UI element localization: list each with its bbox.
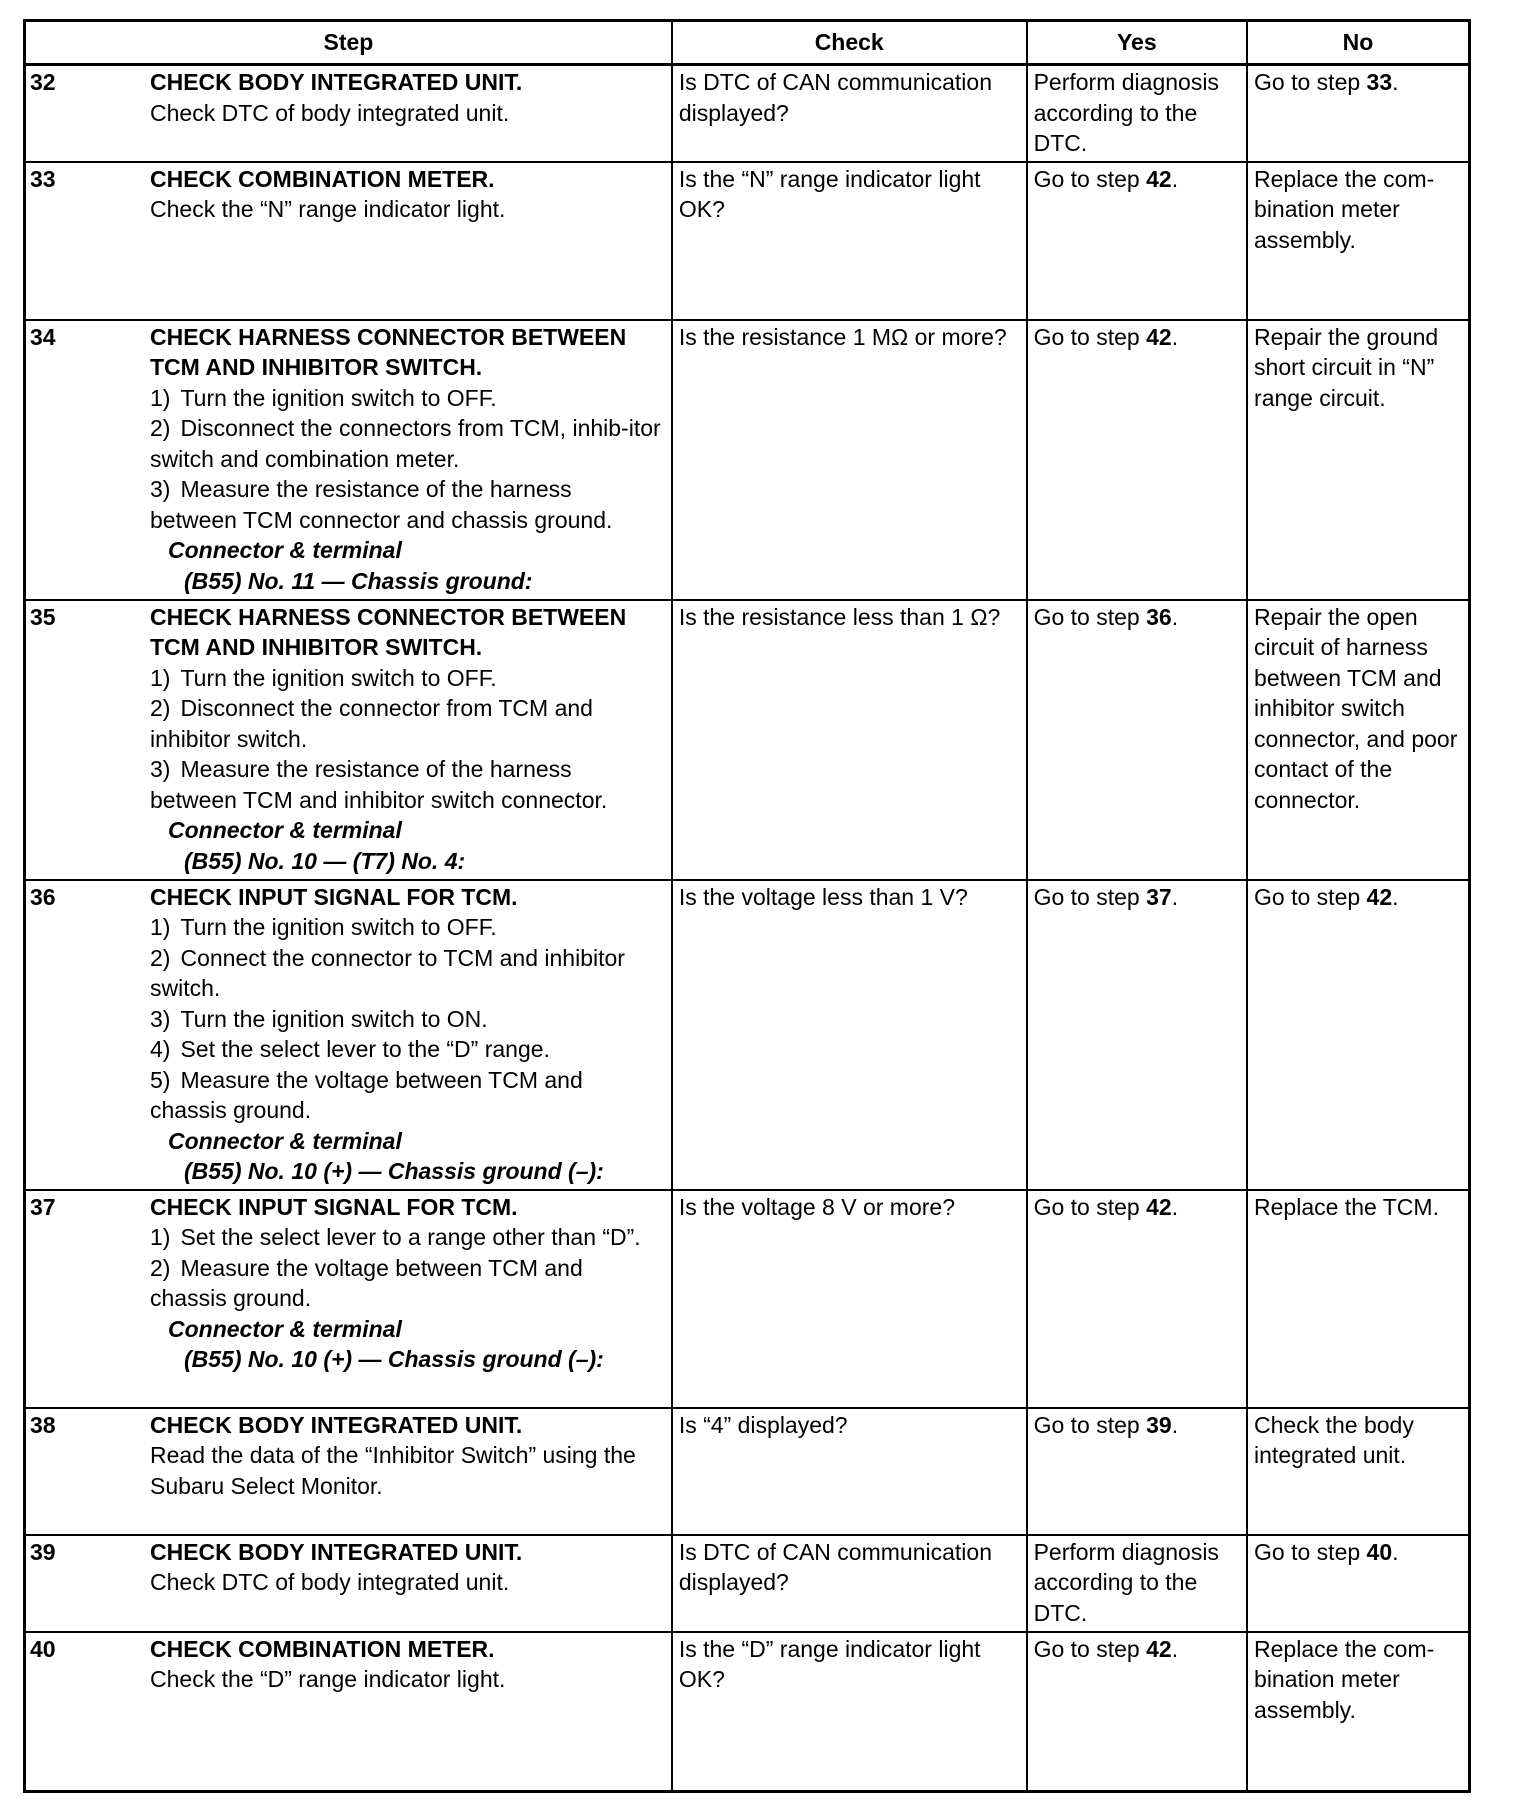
step-description: Check DTC of body integrated unit.: [150, 99, 510, 126]
check-cell: Is the “D” range indicator light OK?: [672, 1632, 1027, 1792]
no-text: Check the body integrated unit.: [1254, 1411, 1414, 1468]
instruction-number: 5): [150, 1066, 171, 1093]
yes-text: Perform diagnosis according to the DTC.: [1033, 1538, 1219, 1626]
step-cell: [25, 1535, 672, 1632]
step-number: 37: [30, 1193, 56, 1220]
step-cell: [25, 162, 672, 320]
yes-suffix: .: [1171, 1411, 1179, 1438]
step-cell: [25, 320, 672, 600]
no-step-ref: 40: [1366, 1538, 1393, 1565]
connector-spec: (B55) No. 11 — Chassis ground:: [184, 567, 533, 594]
header-no: No: [1247, 21, 1469, 65]
step-number: 36: [30, 883, 56, 910]
header-yes: Yes: [1027, 21, 1247, 65]
no-cell: [1247, 880, 1469, 1190]
step-instruction: [150, 1004, 665, 1035]
yes-cell: [1027, 162, 1247, 320]
step-title: CHECK COMBINATION METER.: [150, 165, 495, 192]
connector-label: Connector & terminal: [168, 1127, 402, 1154]
step-description: Read the data of the “Inhibitor Switch” using the Subaru Select Monitor.: [150, 1442, 636, 1499]
yes-text: Go to step: [1033, 1411, 1147, 1438]
step-instruction: [150, 474, 665, 535]
step-instruction: [150, 663, 665, 694]
step-instruction: [150, 1253, 665, 1314]
step-instruction: [150, 943, 665, 1004]
table-row: [25, 1190, 1470, 1408]
no-suffix: .: [1392, 883, 1399, 910]
step-body: [150, 164, 665, 225]
connector-label: Connector & terminal: [168, 817, 402, 843]
table-row: [25, 320, 1470, 600]
yes-step-ref: 39: [1146, 1411, 1172, 1438]
instruction-number: 2): [150, 415, 171, 441]
instruction-number: 1): [150, 914, 171, 940]
step-title: CHECK COMBINATION METER.: [150, 1635, 495, 1662]
yes-suffix: .: [1171, 603, 1179, 630]
no-step-ref: 33: [1366, 69, 1393, 95]
no-text: Go to step: [1254, 1538, 1367, 1565]
no-text: Replace the com-bination meter assembly.: [1254, 1635, 1435, 1723]
step-instruction: [150, 754, 665, 815]
connector-spec: (B55) No. 10 — (T7) No. 4:: [184, 847, 466, 874]
table-row: [25, 1408, 1470, 1535]
step-number: 39: [30, 1538, 56, 1565]
step-body: [150, 1537, 665, 1598]
no-cell: [1247, 1535, 1469, 1632]
step-number: 40: [30, 1635, 56, 1662]
yes-cell: [1027, 65, 1247, 162]
check-cell: Is “4” displayed?: [672, 1408, 1027, 1535]
instruction-text: Measure the voltage between TCM and chassis ground.: [150, 1254, 583, 1311]
yes-suffix: .: [1171, 323, 1179, 350]
no-text: Repair the open circuit of harness between TCM and inhibitor switch connector, and poor contact of the connector.: [1254, 603, 1458, 813]
instruction-text: Turn the ignition switch to OFF.: [180, 914, 497, 940]
instruction-text: Set the select lever to the “D” range.: [180, 1036, 550, 1062]
step-title: CHECK BODY INTEGRATED UNIT.: [150, 1411, 523, 1438]
instruction-text: Measure the resistance of the harness between TCM connector and chassis ground.: [150, 476, 613, 533]
yes-cell: [1027, 1632, 1247, 1792]
step-body: [150, 602, 665, 877]
step-number: 33: [30, 165, 56, 192]
instruction-text: Turn the ignition switch to OFF.: [180, 384, 497, 411]
instruction-number: 1): [150, 664, 171, 691]
yes-step-ref: 42: [1146, 1635, 1172, 1662]
yes-step-ref: 36: [1146, 603, 1172, 630]
no-text: Replace the com-bination meter assembly.: [1254, 165, 1435, 253]
yes-text: Go to step: [1033, 883, 1147, 910]
table-row: [25, 162, 1470, 320]
step-title: CHECK INPUT SIGNAL FOR TCM.: [150, 1193, 518, 1220]
no-cell: [1247, 1408, 1469, 1535]
yes-cell: [1027, 320, 1247, 600]
yes-text: Go to step: [1033, 165, 1147, 192]
yes-suffix: .: [1171, 883, 1179, 910]
yes-step-ref: 42: [1146, 165, 1172, 192]
check-cell: Is the resistance 1 MΩ or more?: [672, 320, 1027, 600]
yes-suffix: .: [1171, 1193, 1179, 1220]
step-instruction: [150, 1222, 665, 1253]
step-description: Check the “D” range indicator light.: [150, 1666, 506, 1692]
check-cell: Is DTC of CAN communication displayed?: [672, 65, 1027, 162]
step-instruction: [150, 1065, 665, 1126]
instruction-text: Turn the ignition switch to ON.: [180, 1005, 488, 1032]
step-body: [150, 322, 665, 597]
step-cell: [25, 1632, 672, 1792]
instruction-number: 2): [150, 695, 171, 721]
step-title: CHECK HARNESS CONNECTOR BETWEEN TCM AND INHIBITOR SWITCH.: [150, 323, 627, 380]
yes-text: Perform diagnosis according to the DTC.: [1033, 69, 1219, 156]
step-title: CHECK BODY INTEGRATED UNIT.: [150, 1538, 523, 1565]
no-cell: [1247, 1190, 1469, 1408]
table-row: [25, 65, 1470, 162]
yes-step-ref: 37: [1146, 883, 1172, 910]
instruction-text: Turn the ignition switch to OFF.: [180, 664, 497, 691]
check-cell: Is DTC of CAN communication displayed?: [672, 1535, 1027, 1632]
step-instruction: [150, 1034, 665, 1065]
instruction-text: Measure the resistance of the harness between TCM and inhibitor switch connector.: [150, 756, 608, 813]
step-instruction: [150, 912, 665, 943]
no-suffix: .: [1392, 69, 1399, 95]
step-cell: [25, 600, 672, 880]
no-text: Go to step: [1254, 883, 1367, 910]
step-title: CHECK INPUT SIGNAL FOR TCM.: [150, 883, 518, 910]
step-title: CHECK BODY INTEGRATED UNIT.: [150, 69, 523, 95]
step-number: 34: [30, 323, 56, 350]
step-instruction: [150, 383, 665, 414]
yes-suffix: .: [1171, 165, 1179, 192]
yes-cell: [1027, 1535, 1247, 1632]
header-check: Check: [672, 21, 1027, 65]
connector-label: Connector & terminal: [168, 1315, 402, 1342]
step-body: [150, 1410, 665, 1502]
no-text: Replace the TCM.: [1254, 1193, 1439, 1220]
no-cell: [1247, 1632, 1469, 1792]
instruction-text: Connect the connector to TCM and inhibitor switch.: [150, 944, 625, 1001]
instruction-text: Measure the voltage between TCM and chassis ground.: [150, 1066, 583, 1123]
step-body: [150, 67, 665, 128]
instruction-number: 4): [150, 1036, 171, 1062]
instruction-number: 1): [150, 1224, 171, 1250]
yes-text: Go to step: [1033, 603, 1147, 630]
step-cell: [25, 1190, 672, 1408]
step-title: CHECK HARNESS CONNECTOR BETWEEN TCM AND INHIBITOR SWITCH.: [150, 603, 627, 660]
yes-step-ref: 42: [1146, 1193, 1172, 1220]
step-number: 32: [30, 69, 56, 95]
connector-spec: (B55) No. 10 (+) — Chassis ground (–):: [184, 1346, 604, 1372]
instruction-text: Set the select lever to a range other than “D”.: [180, 1224, 641, 1250]
yes-step-ref: 42: [1146, 323, 1172, 350]
check-cell: Is the voltage 8 V or more?: [672, 1190, 1027, 1408]
instruction-text: Disconnect the connectors from TCM, inhib-itor switch and combination meter.: [150, 415, 661, 472]
yes-text: Go to step: [1033, 1193, 1147, 1220]
connector-label: Connector & terminal: [168, 537, 402, 563]
no-text: Go to step: [1254, 69, 1367, 95]
instruction-number: 1): [150, 384, 171, 411]
table-row: [25, 1535, 1470, 1632]
step-description: Check the “N” range indicator light.: [150, 196, 506, 222]
step-cell: [25, 1408, 672, 1535]
no-cell: [1247, 600, 1469, 880]
step-instruction: [150, 693, 665, 754]
header-step: Step: [25, 21, 672, 65]
yes-text: Go to step: [1033, 1635, 1147, 1662]
table-row: [25, 600, 1470, 880]
instruction-number: 2): [150, 944, 171, 971]
yes-cell: [1027, 880, 1247, 1190]
no-text: Repair the ground short circuit in “N” range circuit.: [1254, 323, 1439, 411]
instruction-text: Disconnect the connector from TCM and inhibitor switch.: [150, 695, 593, 752]
instruction-number: 3): [150, 1005, 171, 1032]
step-body: [150, 882, 665, 1187]
step-body: [150, 1634, 665, 1695]
no-cell: [1247, 65, 1469, 162]
yes-cell: [1027, 600, 1247, 880]
yes-cell: [1027, 1408, 1247, 1535]
diagnosis-table: [23, 19, 1471, 1793]
instruction-number: 2): [150, 1254, 171, 1281]
step-number: 35: [30, 603, 56, 630]
table-header-row: [25, 21, 1470, 65]
yes-cell: [1027, 1190, 1247, 1408]
check-cell: Is the “N” range indicator light OK?: [672, 162, 1027, 320]
table-row: [25, 880, 1470, 1190]
step-cell: [25, 880, 672, 1190]
yes-text: Go to step: [1033, 323, 1147, 350]
step-description: Check DTC of body integrated unit.: [150, 1569, 510, 1595]
no-cell: [1247, 320, 1469, 600]
table-row: [25, 1632, 1470, 1792]
no-cell: [1247, 162, 1469, 320]
instruction-number: 3): [150, 756, 171, 782]
check-cell: Is the voltage less than 1 V?: [672, 880, 1027, 1190]
step-number: 38: [30, 1411, 56, 1438]
instruction-number: 3): [150, 476, 171, 502]
step-cell: [25, 65, 672, 162]
no-step-ref: 42: [1366, 883, 1393, 910]
yes-suffix: .: [1171, 1635, 1179, 1662]
connector-spec: (B55) No. 10 (+) — Chassis ground (–):: [184, 1158, 604, 1184]
step-body: [150, 1192, 665, 1375]
check-cell: Is the resistance less than 1 Ω?: [672, 600, 1027, 880]
no-suffix: .: [1392, 1538, 1399, 1565]
step-instruction: [150, 413, 665, 474]
